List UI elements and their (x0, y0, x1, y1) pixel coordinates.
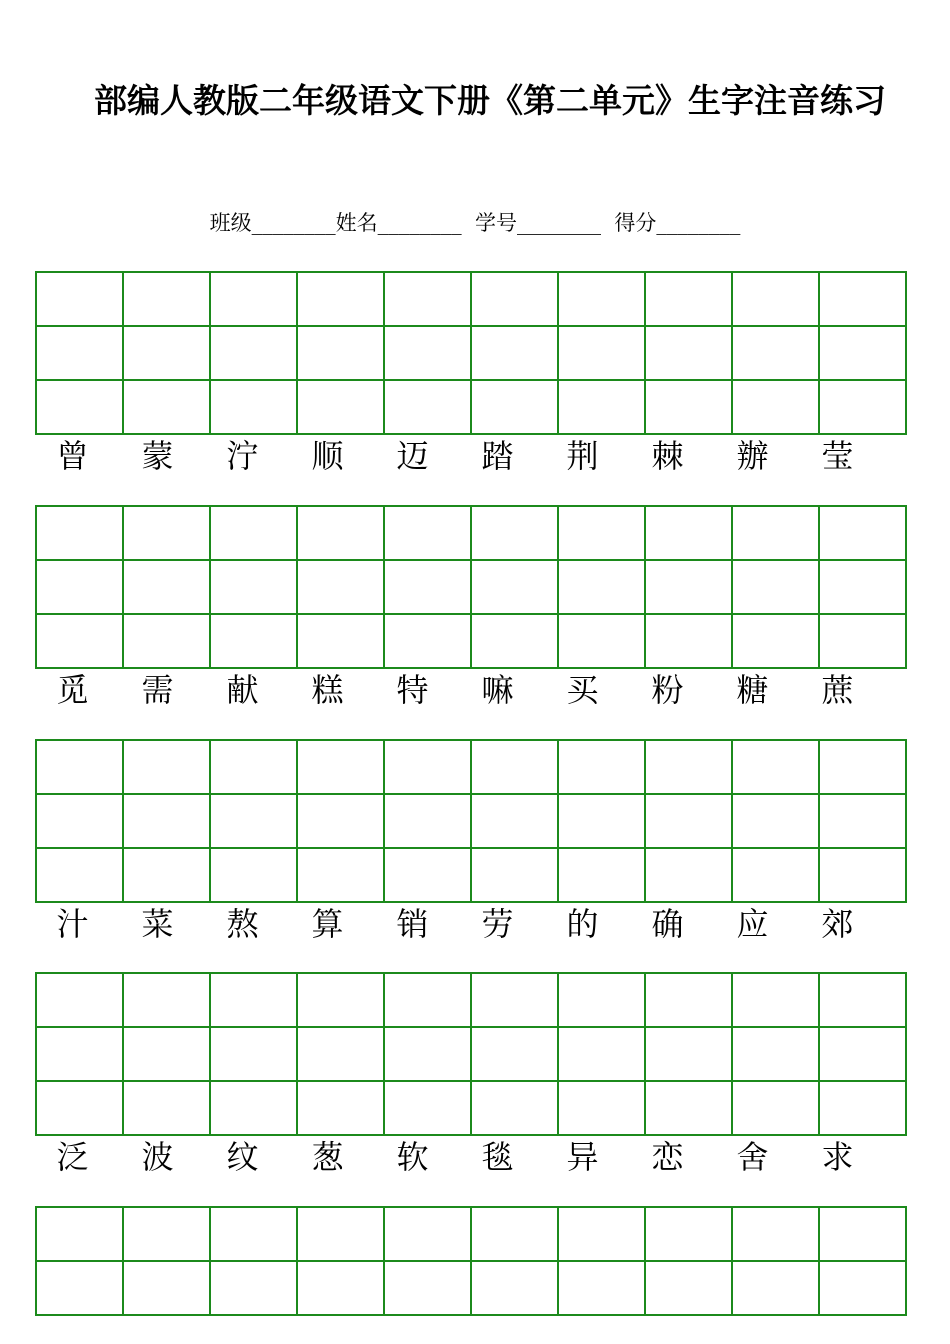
grid-cell[interactable] (123, 1081, 210, 1135)
character-row (35, 1133, 885, 1181)
grid-cell[interactable] (645, 1027, 732, 1081)
grid-row (36, 1207, 906, 1261)
grid-cell[interactable] (297, 740, 384, 794)
grid-cell[interactable] (36, 1207, 123, 1261)
chinese-character: 波 (141, 1138, 174, 1176)
grid-cell[interactable] (123, 506, 210, 560)
grid-cell[interactable] (732, 973, 819, 1027)
grid-cell[interactable] (732, 1261, 819, 1315)
chinese-character: 买 (566, 671, 599, 709)
grid-cell[interactable] (471, 380, 558, 434)
grid-cell[interactable] (645, 794, 732, 848)
grid-cell[interactable] (732, 794, 819, 848)
grid-cell[interactable] (732, 1207, 819, 1261)
grid-cell[interactable] (471, 794, 558, 848)
grid-cell[interactable] (210, 740, 297, 794)
grid-cell[interactable] (558, 1207, 645, 1261)
grid-cell[interactable] (558, 740, 645, 794)
chinese-character: 辦 (736, 437, 769, 475)
grid-cell[interactable] (297, 560, 384, 614)
grid-cell[interactable] (123, 614, 210, 668)
grid-cell[interactable] (645, 1261, 732, 1315)
grid-cell[interactable] (384, 560, 471, 614)
grid-cell[interactable] (36, 794, 123, 848)
grid-cell[interactable] (297, 272, 384, 326)
grid-cell[interactable] (819, 1207, 906, 1261)
grid-cell[interactable] (732, 560, 819, 614)
grid-cell[interactable] (297, 848, 384, 902)
grid-cell[interactable] (297, 614, 384, 668)
student-info-line: 班级________姓名________ 学号________ 得分________ (209, 211, 741, 235)
grid-cell[interactable] (558, 794, 645, 848)
pinyin-writing-grid[interactable] (35, 505, 907, 669)
grid-cell[interactable] (732, 848, 819, 902)
grid-row (36, 380, 906, 434)
grid-cell[interactable] (297, 794, 384, 848)
chinese-character: 毯 (481, 1138, 514, 1176)
grid-cell[interactable] (819, 506, 906, 560)
grid-cell[interactable] (645, 272, 732, 326)
grid-cell[interactable] (732, 1081, 819, 1135)
chinese-character: 棘 (651, 437, 684, 475)
grid-cell[interactable] (819, 848, 906, 902)
character-row (35, 900, 885, 948)
grid-cell[interactable] (384, 740, 471, 794)
grid-cell[interactable] (384, 1261, 471, 1315)
grid-cell[interactable] (210, 1027, 297, 1081)
grid-cell[interactable] (819, 272, 906, 326)
character-row (35, 432, 885, 480)
grid-cell[interactable] (297, 1207, 384, 1261)
chinese-character: 确 (651, 905, 684, 943)
grid-cell[interactable] (732, 614, 819, 668)
chinese-character: 纹 (226, 1138, 259, 1176)
grid-cell[interactable] (36, 614, 123, 668)
grid-cell[interactable] (123, 272, 210, 326)
grid-cell[interactable] (36, 848, 123, 902)
grid-cell[interactable] (732, 326, 819, 380)
chinese-character: 劳 (481, 905, 514, 943)
grid-cell[interactable] (471, 560, 558, 614)
chinese-character: 莹 (821, 437, 854, 475)
grid-cell[interactable] (819, 1027, 906, 1081)
chinese-character: 蔗 (821, 671, 854, 709)
grid-cell[interactable] (819, 973, 906, 1027)
grid-row (36, 848, 906, 902)
grid-cell[interactable] (384, 1027, 471, 1081)
grid-cell[interactable] (210, 1261, 297, 1315)
grid-cell[interactable] (123, 560, 210, 614)
chinese-character: 踏 (481, 437, 514, 475)
pinyin-writing-grid[interactable] (35, 972, 907, 1136)
grid-cell[interactable] (36, 326, 123, 380)
grid-cell[interactable] (558, 560, 645, 614)
grid-cell[interactable] (471, 614, 558, 668)
chinese-character: 泛 (56, 1138, 89, 1176)
grid-cell[interactable] (384, 794, 471, 848)
grid-cell[interactable] (645, 973, 732, 1027)
chinese-character: 顺 (311, 437, 344, 475)
grid-cell[interactable] (471, 1207, 558, 1261)
grid-row (36, 506, 906, 560)
chinese-character: 葱 (311, 1138, 344, 1176)
chinese-character: 泞 (226, 437, 259, 475)
grid-row (36, 973, 906, 1027)
grid-cell[interactable] (36, 1027, 123, 1081)
grid-row (36, 740, 906, 794)
chinese-character: 菜 (141, 905, 174, 943)
grid-cell[interactable] (123, 326, 210, 380)
grid-cell[interactable] (297, 1261, 384, 1315)
grid-cell[interactable] (471, 506, 558, 560)
grid-cell[interactable] (384, 326, 471, 380)
grid-cell[interactable] (732, 380, 819, 434)
grid-cell[interactable] (210, 1207, 297, 1261)
chinese-character: 糕 (311, 671, 344, 709)
grid-cell[interactable] (210, 1081, 297, 1135)
grid-cell[interactable] (645, 848, 732, 902)
grid-cell[interactable] (471, 1081, 558, 1135)
chinese-character: 需 (141, 671, 174, 709)
grid-cell[interactable] (210, 506, 297, 560)
grid-cell[interactable] (558, 326, 645, 380)
grid-row (36, 1081, 906, 1135)
grid-cell[interactable] (645, 1207, 732, 1261)
grid-cell[interactable] (819, 740, 906, 794)
grid-cell[interactable] (36, 1261, 123, 1315)
grid-cell[interactable] (36, 740, 123, 794)
grid-cell[interactable] (384, 614, 471, 668)
grid-cell[interactable] (123, 973, 210, 1027)
grid-cell[interactable] (123, 848, 210, 902)
grid-cell[interactable] (36, 560, 123, 614)
grid-cell[interactable] (558, 380, 645, 434)
grid-cell[interactable] (558, 614, 645, 668)
grid-row (36, 272, 906, 326)
chinese-character: 郊 (821, 905, 854, 943)
grid-cell[interactable] (384, 1207, 471, 1261)
grid-row (36, 794, 906, 848)
grid-cell[interactable] (297, 506, 384, 560)
chinese-character: 汁 (56, 905, 89, 943)
grid-cell[interactable] (210, 614, 297, 668)
chinese-character: 糖 (736, 671, 769, 709)
grid-cell[interactable] (732, 506, 819, 560)
grid-cell[interactable] (645, 506, 732, 560)
grid-cell[interactable] (732, 1027, 819, 1081)
grid-cell[interactable] (36, 1081, 123, 1135)
grid-cell[interactable] (36, 506, 123, 560)
grid-cell[interactable] (123, 380, 210, 434)
grid-cell[interactable] (471, 326, 558, 380)
grid-cell[interactable] (123, 1207, 210, 1261)
chinese-character: 应 (736, 905, 769, 943)
grid-cell[interactable] (819, 560, 906, 614)
grid-cell[interactable] (210, 272, 297, 326)
grid-cell[interactable] (384, 848, 471, 902)
grid-cell[interactable] (645, 326, 732, 380)
grid-cell[interactable] (384, 272, 471, 326)
grid-cell[interactable] (210, 848, 297, 902)
grid-row (36, 560, 906, 614)
grid-cell[interactable] (123, 1027, 210, 1081)
grid-cell[interactable] (471, 272, 558, 326)
chinese-character: 销 (396, 905, 429, 943)
chinese-character: 求 (821, 1138, 854, 1176)
chinese-character: 荆 (566, 437, 599, 475)
grid-cell[interactable] (297, 326, 384, 380)
grid-row (36, 1027, 906, 1081)
grid-cell[interactable] (558, 1081, 645, 1135)
grid-cell[interactable] (297, 1081, 384, 1135)
grid-cell[interactable] (210, 560, 297, 614)
grid-cell[interactable] (645, 1081, 732, 1135)
grid-cell[interactable] (558, 848, 645, 902)
grid-cell[interactable] (558, 506, 645, 560)
grid-cell[interactable] (558, 1027, 645, 1081)
chinese-character: 曾 (56, 437, 89, 475)
chinese-character: 特 (396, 671, 429, 709)
chinese-character: 迈 (396, 437, 429, 475)
grid-cell[interactable] (819, 794, 906, 848)
grid-cell[interactable] (819, 1261, 906, 1315)
grid-row (36, 614, 906, 668)
chinese-character: 异 (566, 1138, 599, 1176)
chinese-character: 献 (226, 671, 259, 709)
grid-cell[interactable] (471, 1027, 558, 1081)
grid-cell[interactable] (297, 973, 384, 1027)
grid-cell[interactable] (819, 326, 906, 380)
pinyin-writing-grid[interactable] (35, 271, 907, 435)
grid-cell[interactable] (210, 380, 297, 434)
grid-cell[interactable] (384, 380, 471, 434)
grid-cell[interactable] (645, 380, 732, 434)
grid-cell[interactable] (297, 380, 384, 434)
chinese-character: 粉 (651, 671, 684, 709)
chinese-character: 蒙 (141, 437, 174, 475)
worksheet-title: 部编人教版二年级语文下册《第二单元》生字注音练习 (94, 81, 886, 120)
grid-cell[interactable] (210, 973, 297, 1027)
pinyin-writing-grid[interactable] (35, 1206, 907, 1316)
grid-cell[interactable] (471, 973, 558, 1027)
grid-cell[interactable] (558, 1261, 645, 1315)
grid-cell[interactable] (558, 272, 645, 326)
grid-cell[interactable] (819, 614, 906, 668)
chinese-character: 算 (311, 905, 344, 943)
chinese-character: 觅 (56, 671, 89, 709)
grid-row (36, 326, 906, 380)
grid-cell[interactable] (123, 740, 210, 794)
grid-cell[interactable] (645, 614, 732, 668)
grid-row (36, 1261, 906, 1315)
grid-cell[interactable] (645, 560, 732, 614)
chinese-character: 嘛 (481, 671, 514, 709)
grid-cell[interactable] (732, 272, 819, 326)
grid-cell[interactable] (36, 272, 123, 326)
pinyin-writing-grid[interactable] (35, 739, 907, 903)
grid-cell[interactable] (471, 848, 558, 902)
chinese-character: 的 (566, 905, 599, 943)
chinese-character: 熬 (226, 905, 259, 943)
chinese-character: 软 (396, 1138, 429, 1176)
grid-cell[interactable] (558, 973, 645, 1027)
grid-cell[interactable] (819, 1081, 906, 1135)
grid-cell[interactable] (123, 794, 210, 848)
grid-cell[interactable] (471, 1261, 558, 1315)
grid-cell[interactable] (384, 506, 471, 560)
grid-cell[interactable] (36, 973, 123, 1027)
grid-cell[interactable] (645, 740, 732, 794)
grid-cell[interactable] (819, 380, 906, 434)
grid-cell[interactable] (297, 1027, 384, 1081)
grid-cell[interactable] (384, 1081, 471, 1135)
chinese-character: 舍 (736, 1138, 769, 1176)
grid-cell[interactable] (210, 794, 297, 848)
grid-cell[interactable] (36, 380, 123, 434)
grid-cell[interactable] (210, 326, 297, 380)
grid-cell[interactable] (732, 740, 819, 794)
chinese-character: 恋 (651, 1138, 684, 1176)
grid-cell[interactable] (384, 973, 471, 1027)
grid-cell[interactable] (123, 1261, 210, 1315)
grid-cell[interactable] (471, 740, 558, 794)
character-row (35, 666, 885, 714)
